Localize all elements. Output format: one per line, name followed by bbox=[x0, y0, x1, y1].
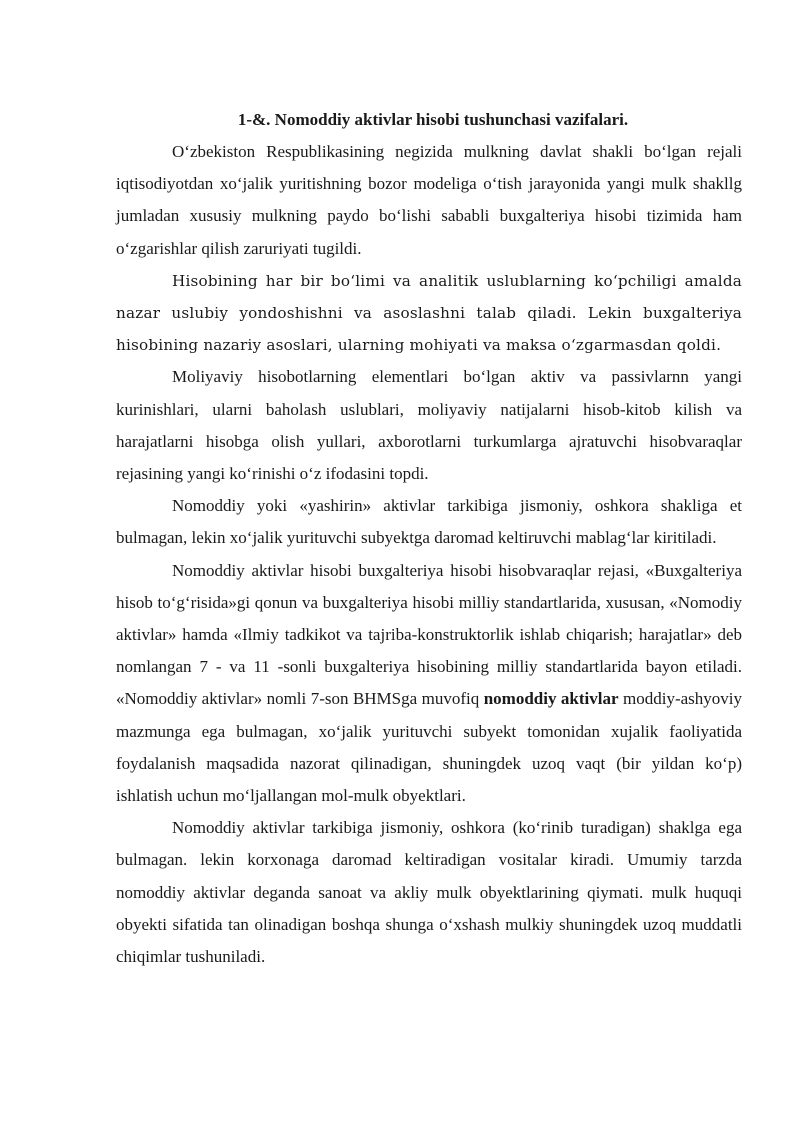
paragraph-2: Hisobining har bir bo‘limi va analitik uslublarning ko‘pchiligi amalda nazar uslubiy yondoshishni va asoslashni talab qiladi. Lekin buxgalteriya hisobining nazariy asoslari, ularning mohiyati va maksa o‘zgarmasdan qoldi. bbox=[116, 271, 742, 355]
paragraph-5-bold-term: nomoddiy aktivlar bbox=[483, 689, 619, 709]
paragraph-5 bbox=[116, 555, 742, 813]
paragraph-4: Nomoddiy yoki «yashirin» aktivlar tarkibiga jismoniy, oshkora shakliga et bulmagan, lekin xo‘jalik yurituvchi subyektga daromad keltiruvchi mablag‘lar kiritiladi. bbox=[116, 496, 742, 548]
paragraph-5-text-end: moddiy-ashyoviy mazmunga ega bulmagan, xo‘jalik yurituvchi subyekt tomonidan xujalik faoliyatida foydalanish maqsadida nazorat qilinadigan, shuningdek uzoq vaqt (bir yildan ko‘p) ishlatish uchun mo‘ljallangan mol-mulk obyektlari. bbox=[116, 689, 743, 806]
section-title: 1-&. Nomoddiy aktivlar hisobi tushunchasi vazifalari. bbox=[237, 110, 629, 129]
paragraph-5-text-start: Nomoddiy aktivlar hisobi buxgalteriya hisobi hisobvaraqlar rejasi, «Buxgalteriya hisob to‘g‘risida»gi qonun va buxgalteriya hisobi milliy standartlarida, xususan, «Nomodiy aktivlar» hamda «Ilmiy tadkikot va tajriba-konstruktorlik ishlab chiqarish; harajatlar» deb nomlangan 7 - va 11 -sonli buxgalteriya hisobining milliy standartlarida bayon etiladi. «Nomoddiy aktivlar» nomli 7-son BHMSga muvofiq bbox=[116, 560, 742, 709]
document-page bbox=[116, 104, 742, 973]
paragraph-3: Moliyaviy hisobotlarning elementlari bo‘lgan aktiv va passivlarnn yangi kurinishlari, ularni baholash uslublari, moliyaviy natijalarni hisob-kitob kilish va harajatlarni hisobga olish yullari, axborotlarni turkumlarga ajratuvchi hisobvaraqlar rejasining yangi ko‘rinishi o‘z ifodasini topdi. bbox=[116, 367, 742, 484]
paragraph-6: Nomoddiy aktivlar tarkibiga jismoniy, oshkora (ko‘rinib turadigan) shaklga ega bulmagan. lekin korxonaga daromad keltiradigan vositalar kiradi. Umumiy tarzda nomoddiy aktivlar deganda sanoat va akliy mulk obyektlarining qiymati. mulk huquqi obyekti sifatida tan olinadigan boshqa shunga o‘xshash mulkiy shuningdek uzoq muddatli chiqimlar tushuniladi. bbox=[116, 818, 742, 967]
paragraph-1: O‘zbekiston Respublikasining negizida mulkning davlat shakli bo‘lgan rejali iqtisodiyotdan xo‘jalik yuritishning bozor modeliga o‘tish jarayonida yangi mulk shakllg jumladan xususiy mulkning paydo bo‘lishi sababli buxgalteriya hisobi tizimida ham o‘zgarishlar qilish zaruriyati tugildi. bbox=[116, 142, 742, 258]
